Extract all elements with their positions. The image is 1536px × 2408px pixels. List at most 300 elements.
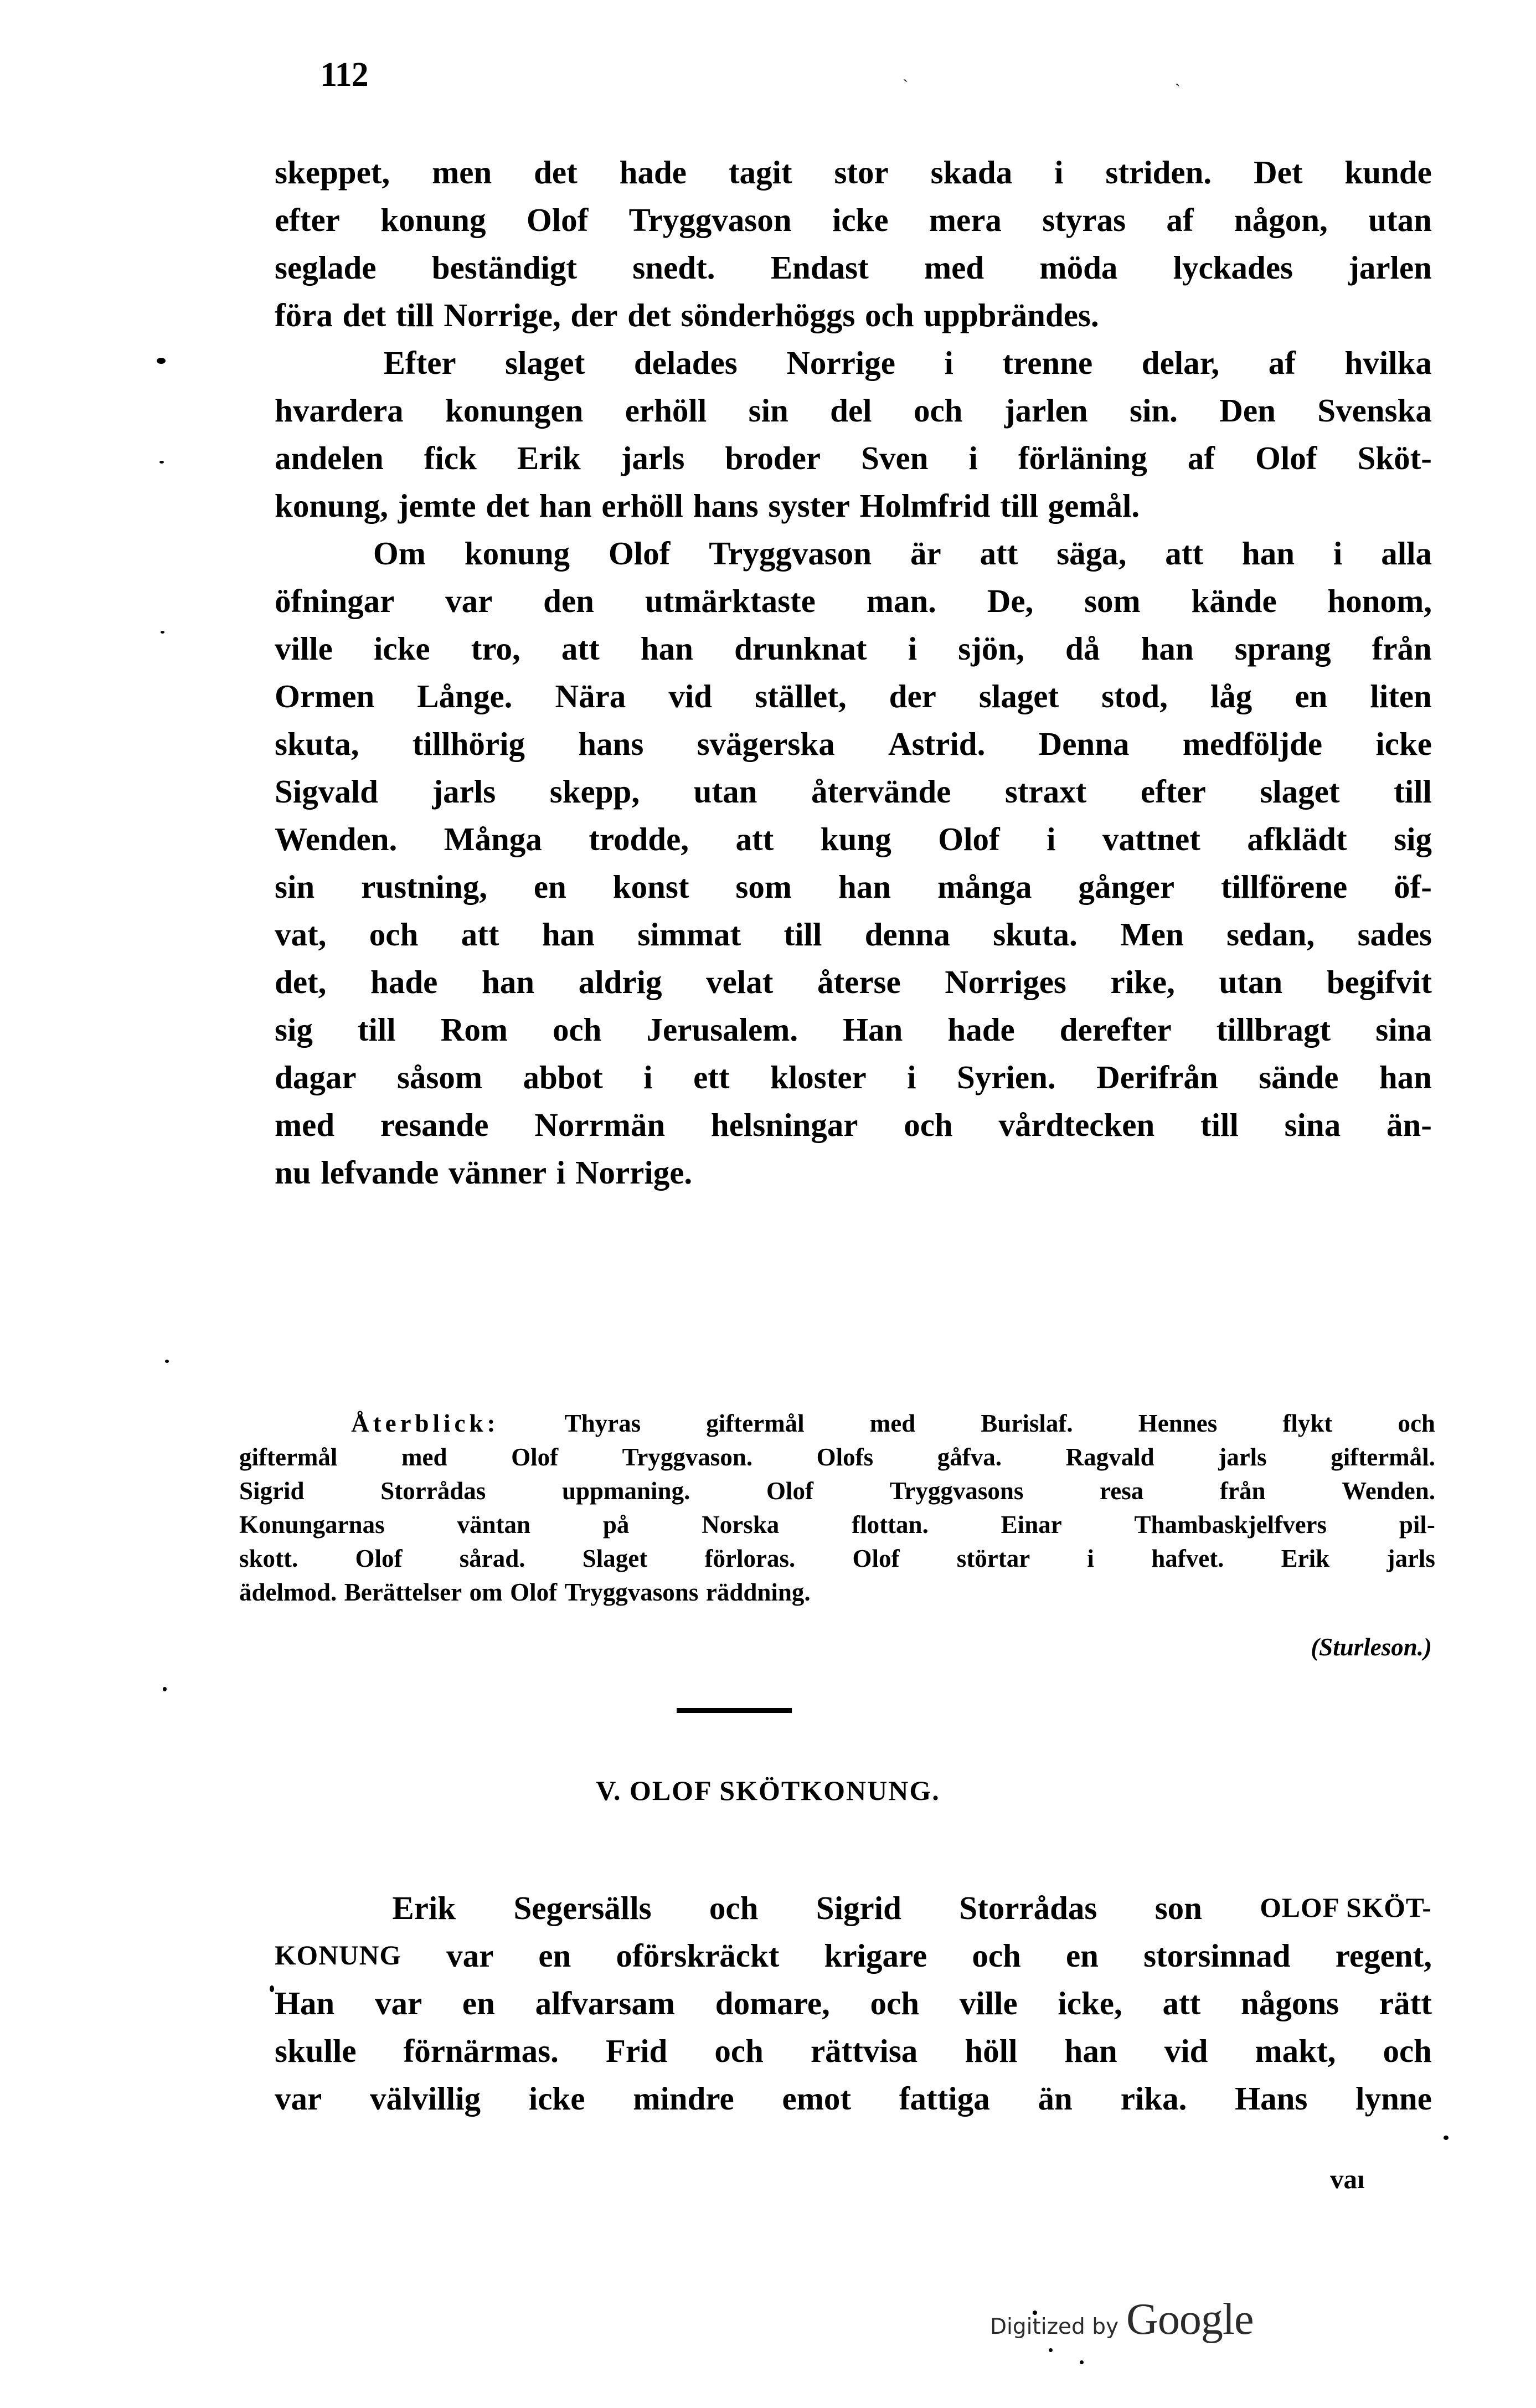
text-line: [275, 720, 1432, 768]
word: denna: [864, 916, 950, 953]
word: gemål.: [1048, 487, 1140, 524]
word: man.: [866, 583, 936, 619]
text-line: [275, 244, 1432, 291]
word: hade: [947, 1011, 1015, 1048]
word: straxt: [1004, 773, 1087, 810]
text-line: [239, 1407, 1435, 1440]
text-line: [275, 387, 1432, 434]
word: konung,: [275, 487, 389, 524]
word: konung: [464, 535, 570, 572]
word: Norrige: [786, 344, 895, 381]
word: Jerusalem.: [646, 1011, 798, 1048]
word: skepp,: [549, 773, 640, 810]
word: såsom: [396, 1059, 483, 1095]
word: han: [1064, 2033, 1117, 2069]
word: ville: [959, 1985, 1018, 2021]
word: efter: [275, 202, 340, 238]
word: jarls: [1386, 1545, 1435, 1572]
word: sjön,: [958, 630, 1024, 667]
word: i: [908, 630, 918, 667]
word: i: [907, 1059, 916, 1095]
word: Endast: [770, 249, 869, 286]
summary-block: [239, 1407, 1435, 1609]
word: lynne: [1355, 2080, 1432, 2117]
word: höll: [965, 2033, 1018, 2069]
word: giftermål.: [1331, 1443, 1435, 1471]
word: och: [369, 916, 419, 953]
word: sig: [1394, 821, 1432, 857]
word: Nära: [555, 678, 626, 714]
word: Långe.: [417, 678, 513, 714]
paragraph-indent: [239, 1407, 286, 1440]
word: icke: [374, 630, 430, 667]
word: utan: [693, 773, 757, 810]
watermark-prefix: Digitized by: [990, 2314, 1119, 2339]
word: liten: [1370, 678, 1432, 714]
word: icke: [832, 202, 889, 238]
body-text-block-2: [275, 1884, 1432, 2122]
watermark-logo: Google: [1126, 2295, 1254, 2344]
word: honom,: [1327, 583, 1432, 619]
word: men: [432, 154, 492, 191]
word: att: [735, 821, 774, 857]
word: delades: [633, 344, 738, 381]
word: det: [486, 487, 529, 524]
word: De,: [987, 583, 1034, 619]
word: konst: [612, 868, 689, 905]
word: och: [553, 1011, 602, 1048]
word: resa: [1100, 1477, 1144, 1505]
word: öf-: [1394, 868, 1432, 905]
word: vattnet: [1102, 821, 1200, 857]
word: i: [1087, 1545, 1094, 1572]
word: Frid: [605, 2033, 668, 2069]
word: till: [1200, 1107, 1239, 1143]
word: att: [561, 630, 600, 667]
word: Einar: [1001, 1511, 1062, 1539]
word: Wenden.: [275, 821, 398, 857]
word: rika.: [1120, 2080, 1187, 2117]
word: Slaget: [582, 1545, 648, 1572]
word: Erik: [1281, 1545, 1330, 1572]
word: uppmaning.: [561, 1477, 690, 1505]
word: stället,: [755, 678, 847, 714]
word: till: [357, 1011, 396, 1048]
word: det: [534, 154, 578, 191]
word: utan: [1219, 964, 1283, 1000]
word: seglade: [275, 249, 377, 286]
small-caps-name: KONUNG: [275, 1940, 401, 1970]
word: jarls: [1218, 1443, 1267, 1471]
text-line: [275, 1006, 1432, 1053]
word: erhöll: [601, 487, 683, 524]
word: Norriges: [945, 964, 1066, 1000]
word: jarls: [621, 440, 685, 476]
scan-speck: [165, 1360, 169, 1363]
word: det: [342, 297, 386, 333]
word: han: [838, 868, 891, 905]
word: Syrien.: [957, 1059, 1056, 1095]
word: af: [1166, 202, 1194, 238]
text-line: [239, 1542, 1435, 1576]
paragraph-indent: [275, 529, 334, 577]
word: lefvande: [321, 1154, 439, 1191]
scan-speck: [1049, 2348, 1053, 2352]
word: trodde,: [589, 821, 689, 857]
word: giftermål: [239, 1443, 338, 1471]
word: konung: [380, 202, 486, 238]
text-line: [275, 196, 1432, 244]
section-divider: [677, 1708, 792, 1713]
word: Burislaf.: [981, 1409, 1073, 1437]
word: sönderhöggs: [681, 297, 855, 333]
word: öfningar: [275, 583, 395, 619]
word: gåfva.: [937, 1443, 1002, 1471]
word: tro,: [471, 630, 520, 667]
word: snedt.: [632, 249, 715, 286]
word: Sigvald: [275, 773, 378, 810]
text-line: [275, 625, 1432, 672]
scan-speck: [1444, 2136, 1449, 2140]
word: andelen: [275, 440, 384, 476]
word: Hans: [1235, 2080, 1308, 2117]
word: fattiga: [899, 2080, 990, 2117]
word: han: [481, 964, 535, 1000]
word: resande: [380, 1107, 489, 1143]
text-line: [275, 958, 1432, 1006]
word: Han: [275, 1985, 335, 2021]
word: pil-: [1399, 1511, 1435, 1539]
word: Olof: [511, 1443, 559, 1471]
word: vänner: [449, 1154, 547, 1191]
word: att: [980, 535, 1018, 572]
word: sina: [1284, 1107, 1341, 1143]
word: jarls: [432, 773, 496, 810]
word: sig: [275, 1011, 313, 1048]
word: kunde: [1344, 154, 1432, 191]
paragraph-indent: [275, 1884, 334, 1932]
text-line: [239, 1440, 1435, 1474]
word: med: [401, 1443, 447, 1471]
word: Segersälls: [513, 1890, 652, 1926]
word: störtar: [956, 1545, 1030, 1572]
word: Thyras: [564, 1409, 641, 1437]
text-line: [239, 1474, 1435, 1508]
word: dagar: [275, 1059, 357, 1095]
summary-label: Återblick:: [351, 1409, 499, 1437]
word: delar,: [1141, 344, 1220, 381]
word: i: [1047, 821, 1056, 857]
small-caps-name: OLOF SKÖT-: [1260, 1892, 1432, 1923]
word: det,: [275, 964, 327, 1000]
word: alla: [1381, 535, 1432, 572]
word: lyckades: [1173, 249, 1293, 286]
word: tillförene: [1220, 868, 1348, 905]
word: fick: [424, 440, 477, 476]
word: rätt: [1379, 1985, 1432, 2021]
paragraph-indent: [275, 339, 334, 387]
google-watermark: [990, 2297, 1254, 2342]
word: och: [714, 2033, 764, 2069]
text-line: [275, 1979, 1432, 2027]
word: afklädt: [1247, 821, 1347, 857]
text-line: [275, 1884, 1432, 1932]
word: sina: [1375, 1011, 1432, 1048]
text-line: [275, 1101, 1432, 1149]
word: om: [469, 1578, 503, 1606]
text-line: [275, 291, 1432, 339]
word: han: [1379, 1059, 1432, 1095]
word: var: [446, 1937, 494, 1974]
word: Tryggvasons: [564, 1578, 699, 1606]
word: väntan: [457, 1511, 530, 1539]
word: regent,: [1335, 1937, 1432, 1974]
word: i: [1333, 535, 1343, 572]
text-line: [239, 1508, 1435, 1542]
word: att: [461, 916, 499, 953]
word: Norrmän: [534, 1107, 666, 1143]
scan-speck: [1080, 2360, 1084, 2364]
word: välvillig: [370, 2080, 481, 2117]
word: var: [275, 2080, 322, 2117]
text-line: [275, 1149, 1432, 1196]
word: Olof: [526, 202, 589, 238]
word: storsinnad: [1143, 1937, 1291, 1974]
word: Sven: [861, 440, 929, 476]
word: på: [602, 1511, 630, 1539]
word: emot: [782, 2080, 852, 2117]
word: Erik: [392, 1890, 456, 1926]
word: son: [1154, 1890, 1202, 1926]
word: skuta,: [275, 726, 359, 762]
word: till: [1394, 773, 1432, 810]
word: Sigrid: [239, 1477, 305, 1505]
word: till: [1000, 487, 1038, 524]
text-line: [275, 434, 1432, 482]
word: styras: [1042, 202, 1126, 238]
word: af: [1187, 440, 1215, 476]
word: hans: [578, 726, 644, 762]
word: till: [395, 297, 434, 333]
word: hans: [693, 487, 759, 524]
word: Thambaskjelfvers: [1134, 1511, 1327, 1539]
word: som: [735, 868, 792, 905]
word: Olof: [766, 1477, 814, 1505]
word: kände: [1191, 583, 1277, 619]
word: Derifrån: [1096, 1059, 1218, 1095]
word: Men: [1120, 916, 1184, 953]
word: och: [1383, 2033, 1432, 2069]
chapter-heading: V. OLOF SKÖTKONUNG.: [596, 1775, 940, 1806]
word: från: [1372, 630, 1432, 667]
word: giftermål: [706, 1409, 805, 1437]
word: och: [904, 1107, 953, 1143]
word: sände: [1259, 1059, 1339, 1095]
text-line: [275, 2027, 1432, 2075]
word: nu: [275, 1154, 311, 1191]
word: Erik: [517, 440, 581, 476]
word: Svenska: [1317, 392, 1432, 429]
word: skuta.: [993, 916, 1078, 953]
attribution: (Sturleson.): [1311, 1633, 1432, 1661]
text-line: [275, 672, 1432, 720]
word: hvardera: [275, 392, 404, 429]
word: är: [910, 535, 941, 572]
word: flottan.: [852, 1511, 929, 1539]
text-line: [275, 2075, 1432, 2122]
word: Rom: [440, 1011, 508, 1048]
word: i: [556, 1154, 566, 1191]
text-line: [275, 863, 1432, 910]
word: en: [1065, 1937, 1099, 1974]
word: Storrådas: [959, 1890, 1097, 1926]
word: Denna: [1038, 726, 1130, 762]
word: beständigt: [431, 249, 578, 286]
word: vid: [1164, 2033, 1208, 2069]
word: hafvet.: [1151, 1545, 1224, 1572]
word: helsningar: [710, 1107, 858, 1143]
word: med: [924, 249, 985, 286]
word: Han: [843, 1011, 903, 1048]
word: någons: [1241, 1985, 1339, 2021]
word: alfvarsam: [535, 1985, 675, 2021]
word: Olof: [608, 535, 671, 572]
word: mera: [929, 202, 1002, 238]
word: rustning,: [361, 868, 487, 905]
word: en: [1295, 678, 1328, 714]
word: ett: [693, 1059, 730, 1095]
word: Hennes: [1138, 1409, 1218, 1437]
word: erhöll: [625, 392, 707, 429]
word: flykt: [1282, 1409, 1333, 1437]
word: skeppet,: [275, 154, 390, 191]
word: från: [1220, 1477, 1266, 1505]
word: Tryggvason.: [622, 1443, 753, 1471]
word: Holmfrid: [859, 487, 991, 524]
word: Norrige.: [575, 1154, 693, 1191]
word: Ormen: [275, 678, 375, 714]
scan-speck: [163, 1687, 167, 1691]
word: medföljde: [1182, 726, 1323, 762]
word: begifvit: [1326, 964, 1432, 1000]
word: Sköt-: [1357, 440, 1432, 476]
word: var: [374, 1985, 422, 2021]
word: möda: [1039, 249, 1118, 286]
word: hade: [619, 154, 687, 191]
word: makt,: [1255, 2033, 1336, 2069]
word: ville: [275, 630, 333, 667]
word: efter: [1140, 773, 1206, 810]
word: förnärmas.: [403, 2033, 559, 2069]
text-line: [275, 529, 1432, 577]
word: Ragvald: [1065, 1443, 1154, 1471]
word: en: [533, 868, 566, 905]
word: Om: [373, 535, 426, 572]
word: låg: [1210, 678, 1252, 714]
word: den: [543, 583, 594, 619]
word: Den: [1219, 392, 1276, 429]
text-line: [275, 339, 1432, 387]
word: icke: [1375, 726, 1432, 762]
word: att: [1162, 1985, 1201, 2021]
word: striden.: [1105, 154, 1212, 191]
word: Olof: [1255, 440, 1317, 476]
word: med: [869, 1409, 916, 1437]
word: del: [830, 392, 872, 429]
word: simmat: [637, 916, 741, 953]
word: i: [643, 1059, 653, 1095]
word: Storrådas: [380, 1477, 486, 1505]
word: rättvisa: [810, 2033, 918, 2069]
word: icke: [528, 2080, 585, 2117]
word: hade: [370, 964, 438, 1000]
word: skada: [930, 154, 1013, 191]
word: sprang: [1234, 630, 1331, 667]
word: slaget: [1260, 773, 1340, 810]
word: icke,: [1058, 1985, 1122, 2021]
word: med: [275, 1107, 335, 1143]
word: än-: [1386, 1107, 1432, 1143]
text-line: [275, 768, 1432, 815]
word: Många: [444, 821, 542, 857]
word: domare,: [715, 1985, 830, 2021]
word: han: [1241, 535, 1295, 572]
word: kloster: [770, 1059, 867, 1095]
word: Tryggvason: [628, 202, 792, 238]
word: slaget: [505, 344, 585, 381]
catchword: vaı: [1330, 2164, 1365, 2194]
word: oförskräckt: [616, 1937, 780, 1974]
scan-speck: [159, 461, 164, 464]
word: Efter: [383, 344, 456, 381]
word: sin: [275, 868, 315, 905]
word: räddning.: [705, 1578, 811, 1606]
text-line: [275, 1932, 1432, 1979]
word: krigare: [824, 1937, 927, 1974]
word: derefter: [1059, 1011, 1172, 1048]
word: och: [1398, 1409, 1435, 1437]
word: och: [913, 392, 963, 429]
word: Olof: [938, 821, 1000, 857]
text-line: [275, 910, 1432, 958]
word: han: [640, 630, 693, 667]
word: syster: [768, 487, 850, 524]
word: tillbragt: [1216, 1011, 1331, 1048]
text-line: [239, 1576, 1435, 1609]
word: der: [889, 678, 936, 714]
word: jemte: [398, 487, 476, 524]
word: han: [1141, 630, 1194, 667]
word: var: [445, 583, 493, 619]
word: uppbrändes.: [924, 297, 1099, 333]
word: sades: [1357, 916, 1432, 953]
head-mark-right: `: [1175, 81, 1181, 99]
word: det: [627, 297, 671, 333]
word: Olof: [852, 1545, 900, 1572]
page-number: 112: [320, 56, 368, 94]
word: utan: [1368, 202, 1432, 238]
text-line: [275, 1053, 1432, 1101]
scan-speck: [157, 358, 166, 364]
word: Det: [1254, 154, 1303, 191]
word: säga,: [1056, 535, 1127, 572]
word: och: [865, 297, 914, 333]
word: tagit: [728, 154, 792, 191]
word: Olofs: [816, 1443, 874, 1471]
word: gånger: [1078, 868, 1175, 905]
word: Tryggvason: [709, 535, 872, 572]
word: velat: [706, 964, 774, 1000]
